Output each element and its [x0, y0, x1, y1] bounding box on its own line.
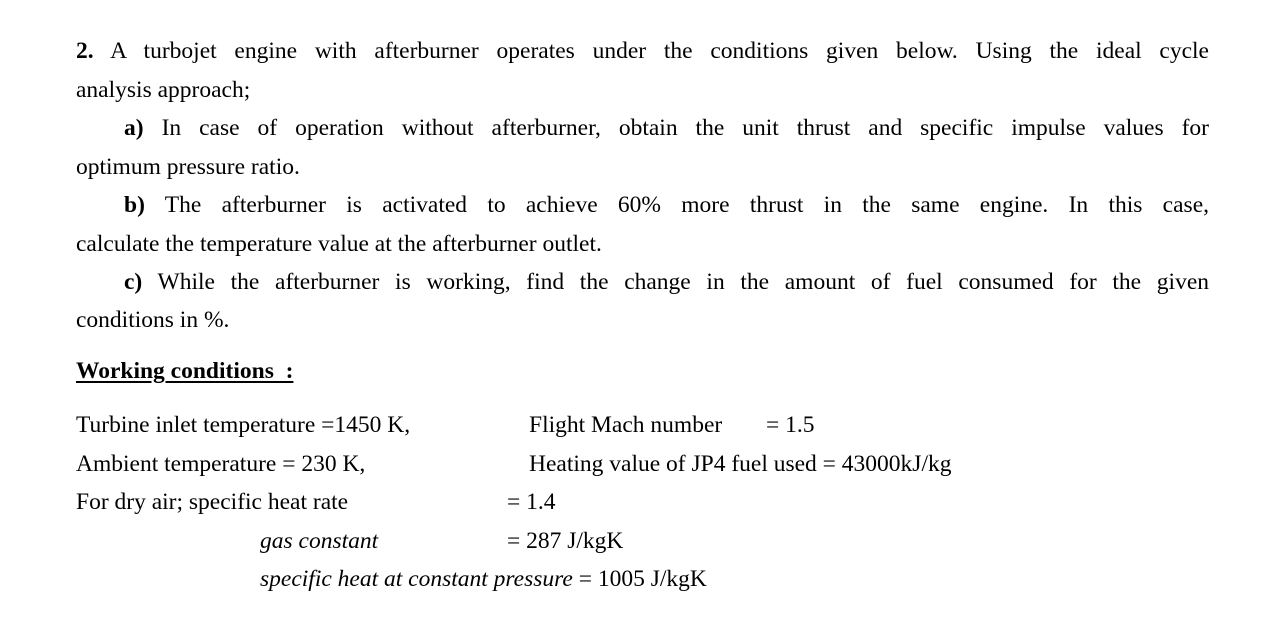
- turbine-inlet-temperature: Turbine inlet temperature =1450 K,: [76, 412, 411, 438]
- part-b-label: b): [124, 192, 145, 218]
- question-intro-text: A turbojet engine with afterburner operates under the conditions given below. Using the ideal cycle: [110, 38, 1209, 64]
- part-c-label: c): [124, 269, 143, 295]
- part-b-text: The afterburner is activated to achieve 60% more thrust in the same engine. In this case,: [164, 192, 1209, 218]
- part-a-label: a): [124, 115, 144, 141]
- fuel-heating-value: Heating value of JP4 fuel used = 43000kJ/kg: [529, 451, 952, 477]
- question-number: 2.: [76, 38, 94, 64]
- part-b-line-1: [124, 194, 1209, 218]
- working-conditions-heading: Working conditions :: [76, 358, 294, 384]
- specific-heat-rate-value: = 1.4: [507, 489, 556, 515]
- part-a-line-2: optimum pressure ratio.: [76, 154, 300, 180]
- part-a-line-1: [124, 117, 1209, 141]
- gas-constant-value: = 287 J/kgK: [507, 528, 624, 554]
- part-a-text: In case of operation without afterburner, obtain the unit thrust and specific impulse values for: [161, 115, 1210, 141]
- question-intro-line-1: [76, 40, 1209, 64]
- part-c-line-1: [124, 271, 1209, 295]
- specific-heat-rate-label: For dry air; specific heat rate: [76, 489, 349, 515]
- flight-mach-number-label: Flight Mach number: [529, 412, 723, 438]
- part-b-line-2: calculate the temperature value at the afterburner outlet.: [76, 231, 602, 257]
- specific-heat-constant-pressure: [260, 568, 707, 592]
- specific-heat-constant-pressure-label: specific heat at constant pressure: [260, 566, 573, 592]
- specific-heat-constant-pressure-value: = 1005 J/kgK: [578, 566, 707, 592]
- flight-mach-number-value: = 1.5: [766, 412, 815, 438]
- gas-constant-label: gas constant: [260, 528, 379, 554]
- question-intro-line-2: analysis approach;: [76, 77, 251, 103]
- part-c-text: While the afterburner is working, find the change in the amount of fuel consumed for the given: [157, 269, 1210, 295]
- ambient-temperature: Ambient temperature = 230 K,: [76, 451, 366, 477]
- part-c-line-2: conditions in %.: [76, 307, 230, 333]
